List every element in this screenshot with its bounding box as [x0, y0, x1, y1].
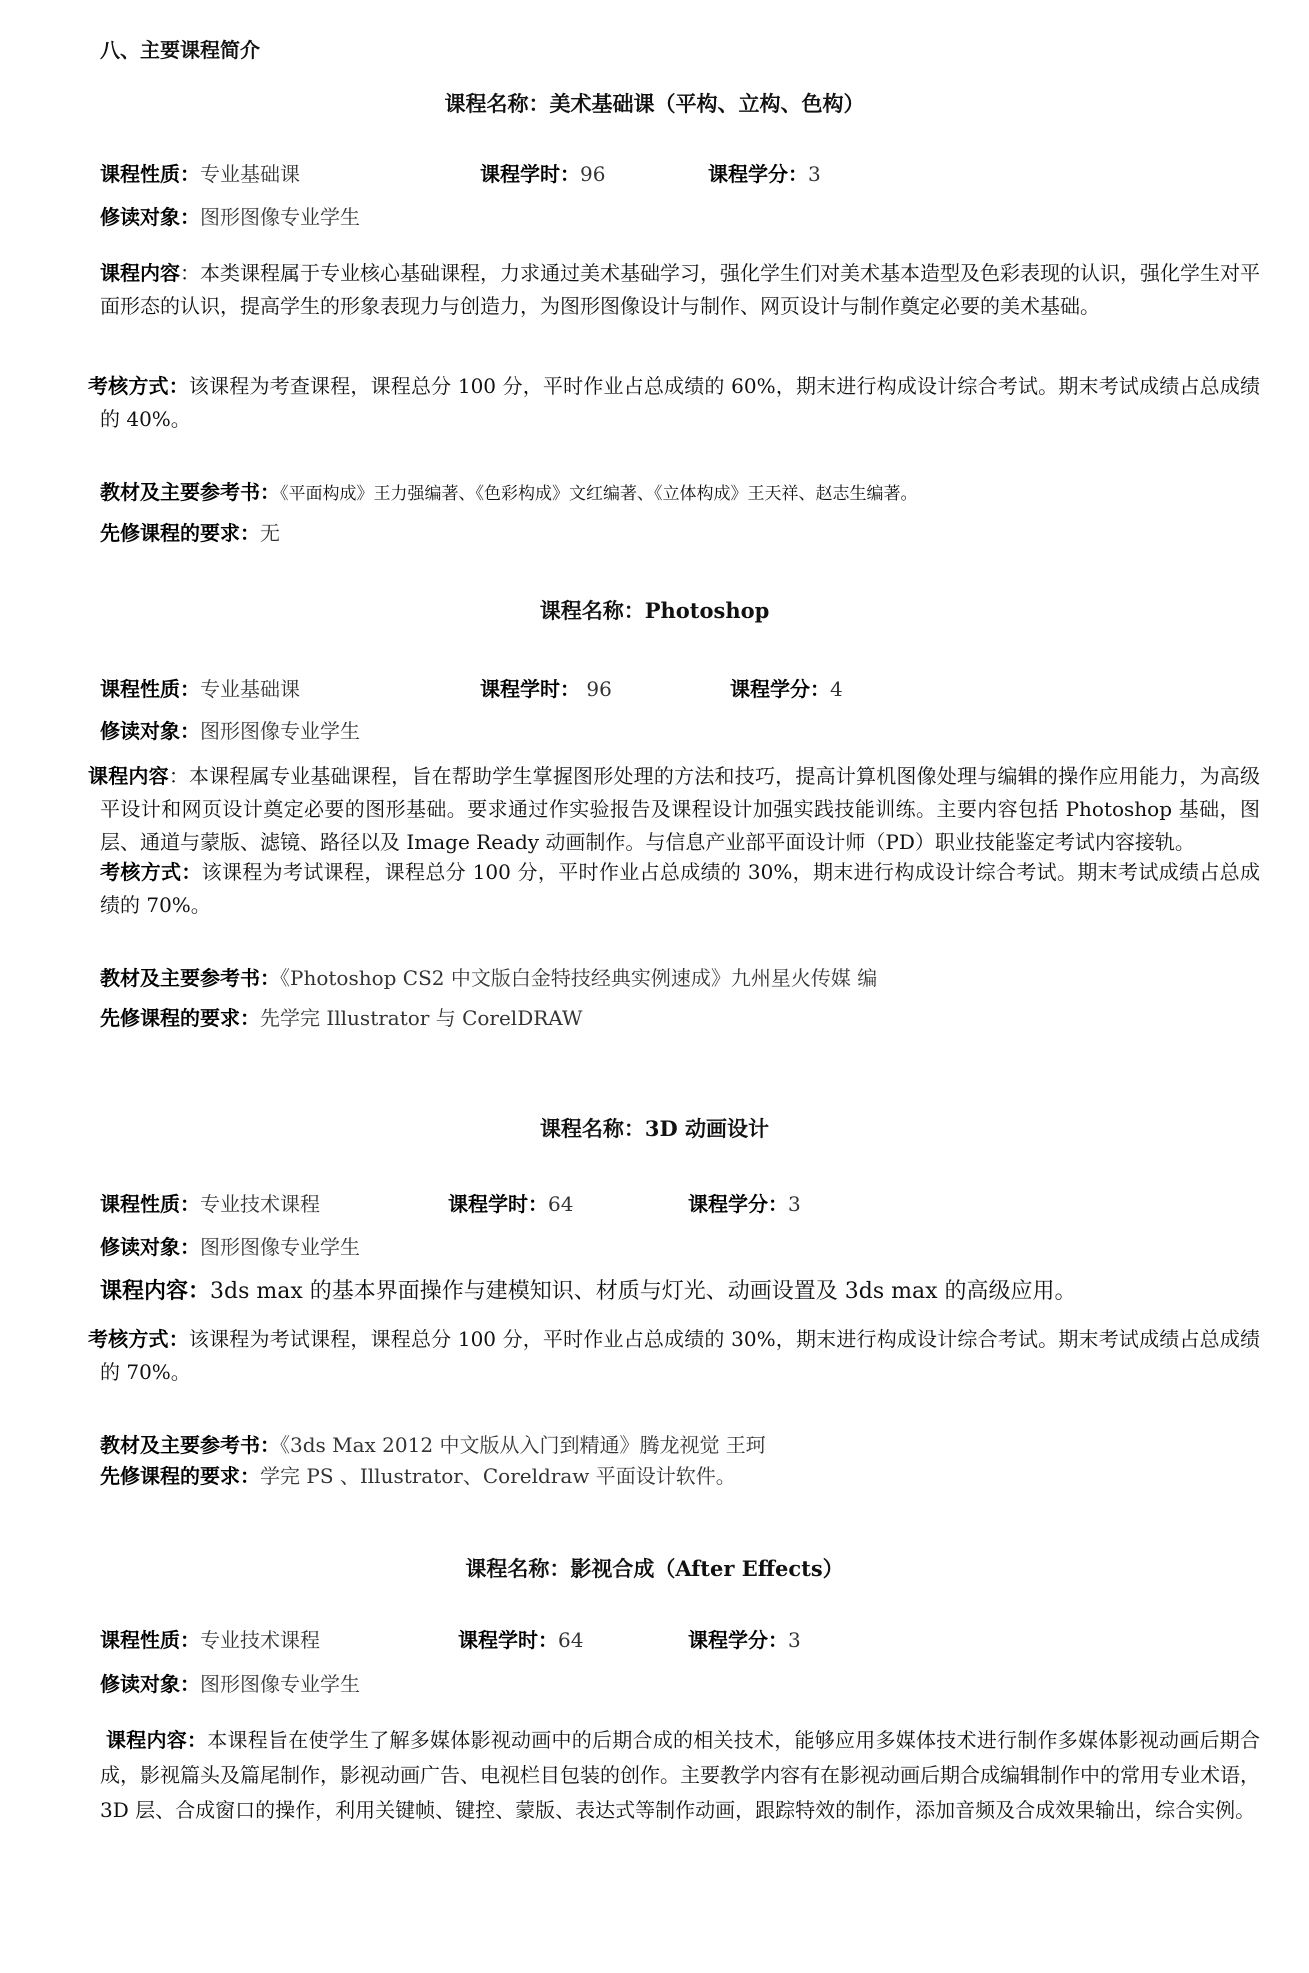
- course-content: 课程内容：本课程属专业基础课程，旨在帮助学生掌握图形处理的方法和技巧，提高计算机图像处理与编辑的操作应用能力，为高级平设计和网页设计奠定必要的图形基础。要求通过作实验报告及课程设计加强实践技能训练。主要内容包括 Photoshop 基础，图层、通道与蒙版、滤镜、路径以及 Image Ready 动画制作。与信息产业部平面设计师（PD）职业技能鉴定考试内容接轨。: [88, 764, 1261, 854]
- section-heading: 八、主要课程简介: [100, 38, 260, 62]
- course-target: 修读对象：图形图像专业学生: [100, 719, 360, 743]
- course-title: 课程名称：3D 动画设计: [539, 1116, 770, 1141]
- course-exam: 考核方式：该课程为考试课程，课程总分 100 分，平时作业占总成绩的 30%，期末进行构成设计综合考试。期末考试成绩占总成绩的 70%。: [88, 1327, 1260, 1384]
- course-target: 修读对象：图形图像专业学生: [100, 205, 360, 229]
- course-credits: 课程学分：4: [730, 677, 843, 701]
- course-prereq: 先修课程的要求：学完 PS 、Illustrator、Coreldraw 平面设计软件。: [100, 1464, 736, 1488]
- course-hours: 课程学时：64: [448, 1192, 574, 1216]
- course-title: 课程名称：影视合成（After Effects）: [465, 1556, 844, 1581]
- course-nature: 课程性质：专业技术课程: [100, 1192, 320, 1216]
- course-nature: 课程性质：专业基础课: [100, 677, 300, 701]
- course-hours: 课程学时：64: [458, 1628, 584, 1652]
- course-title: 课程名称：美术基础课（平构、立构、色构）: [444, 91, 865, 116]
- course-credits: 课程学分：3: [688, 1628, 801, 1652]
- course-content: 课程内容：本类课程属于专业核心基础课程，力求通过美术基础学习，强化学生们对美术基本造型及色彩表现的认识，强化学生对平面形态的认识，提高学生的形象表现力与创造力，为图形图像设计与制作、网页设计与制作奠定必要的美术基础。: [100, 261, 1260, 318]
- course-exam: 考核方式：该课程为考查课程，课程总分 100 分，平时作业占总成绩的 60%，期末进行构成设计综合考试。期末考试成绩占总成绩的 40%。: [88, 374, 1260, 431]
- course-books: 教材及主要参考书：《Photoshop CS2 中文版白金特技经典实例速成》九州星火传媒 编: [100, 966, 878, 990]
- course-nature: 课程性质：专业基础课: [100, 162, 300, 186]
- course-books: 教材及主要参考书：《3ds Max 2012 中文版从入门到精通》腾龙视觉 王珂: [100, 1433, 766, 1457]
- course-prereq: 先修课程的要求：无: [100, 521, 280, 545]
- course-content: 课程内容：本课程旨在使学生了解多媒体影视动画中的后期合成的相关技术，能够应用多媒体技术进行制作多媒体影视动画后期合成，影视篇头及篇尾制作，影视动画广告、电视栏目包装的创作。主要教学内容有在影视动画后期合成编辑制作中的常用专业术语，3D 层、合成窗口的操作，利用关键帧、键控、蒙版、表达式等制作动画，跟踪特效的制作，添加音频及合成效果输出，综合实例。: [100, 1728, 1260, 1822]
- course-hours: 课程学时： 96: [480, 677, 612, 701]
- course-content: 课程内容：3ds max 的基本界面操作与建模知识、材质与灯光、动画设置及 3ds max 的高级应用。: [100, 1278, 1077, 1304]
- course-nature: 课程性质：专业技术课程: [100, 1628, 320, 1652]
- course-hours: 课程学时：96: [480, 162, 606, 186]
- course-target: 修读对象：图形图像专业学生: [100, 1235, 360, 1259]
- course-title: 课程名称：Photoshop: [539, 598, 770, 623]
- course-target: 修读对象：图形图像专业学生: [100, 1672, 360, 1696]
- course-prereq: 先修课程的要求：先学完 Illustrator 与 CorelDRAW: [100, 1006, 583, 1030]
- course-credits: 课程学分：3: [688, 1192, 801, 1216]
- course-credits: 课程学分：3: [708, 162, 821, 186]
- course-exam: 考核方式：该课程为考试课程，课程总分 100 分，平时作业占总成绩的 30%，期末进行构成设计综合考试。期末考试成绩占总成绩的 70%。: [100, 860, 1261, 917]
- course-books: 教材及主要参考书：《平面构成》王力强编著、《色彩构成》文红编著、《立体构成》王天祥、赵志生编著。: [100, 480, 918, 504]
